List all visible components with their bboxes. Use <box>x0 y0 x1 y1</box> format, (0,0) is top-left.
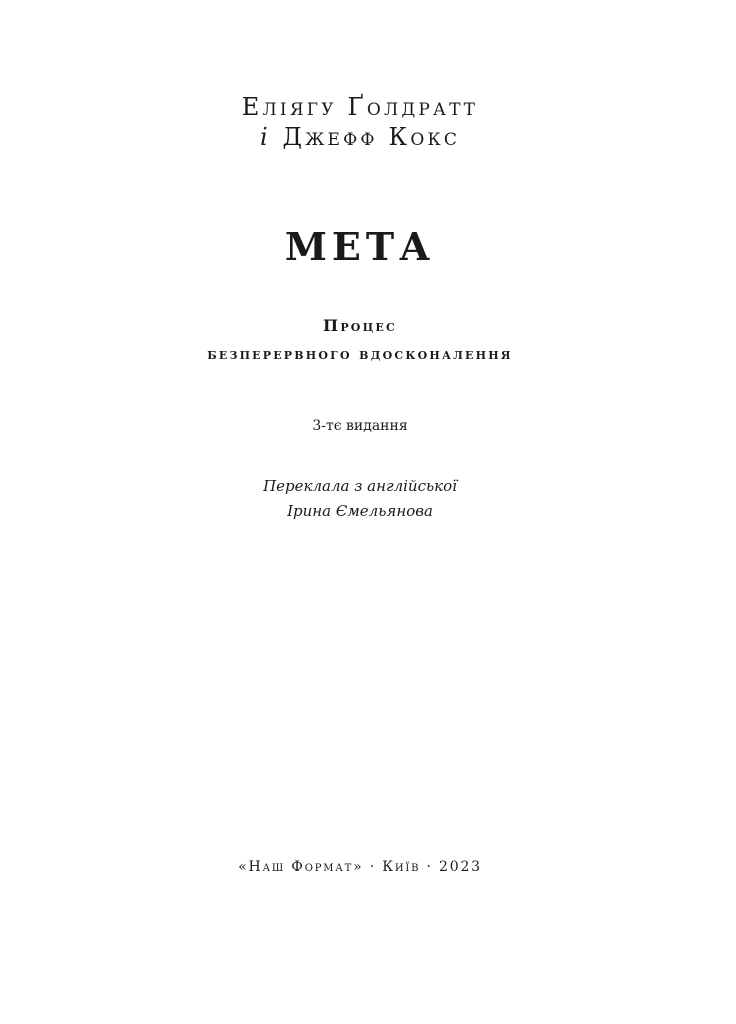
author-1: Еліягу Ґолдратт <box>241 93 479 121</box>
author-2: Джефф Кокс <box>282 123 461 151</box>
book-subtitle <box>0 312 720 368</box>
authors-conjunction: і <box>259 123 268 151</box>
publisher-imprint: «Наш Формат» · Київ · 2023 <box>238 859 482 875</box>
book-title: МЕТА <box>284 224 436 269</box>
author-2-line <box>0 122 720 152</box>
edition: 3-тє видання <box>312 418 408 434</box>
authors <box>0 92 720 152</box>
translation-credit <box>0 474 720 524</box>
subtitle-line-1: Процес <box>323 316 397 335</box>
subtitle-line-2: безперервного вдосконалення <box>207 345 513 363</box>
translator-name: Ірина Ємельянова <box>287 502 433 520</box>
translation-note: Переклала з англійської <box>263 477 457 495</box>
